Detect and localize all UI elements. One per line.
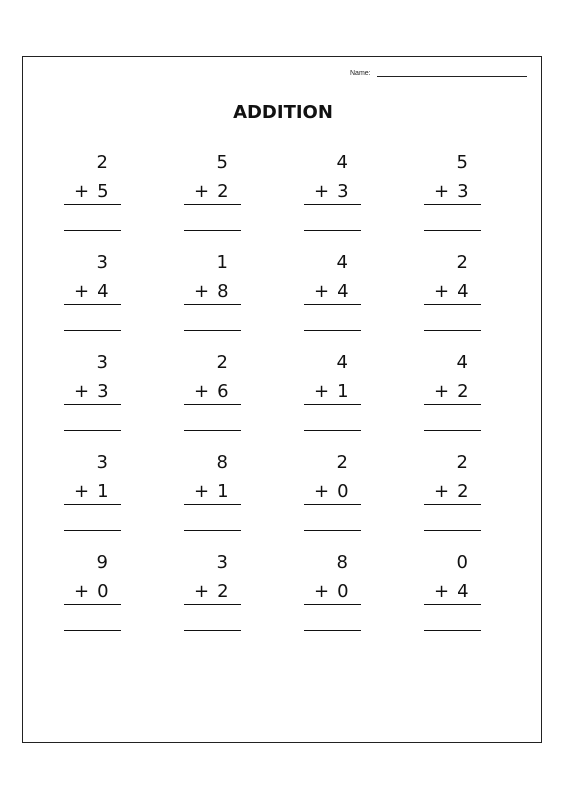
- sum-rule-line: [64, 604, 121, 605]
- sum-rule-line: [424, 604, 481, 605]
- addition-problem: [424, 552, 481, 624]
- sum-rule-line: [304, 204, 361, 205]
- top-number: 3: [96, 252, 108, 273]
- plus-sign: +: [314, 481, 330, 502]
- answer-blank-line[interactable]: [304, 630, 361, 631]
- bottom-number: 2: [217, 581, 229, 602]
- addition-problem: [304, 452, 361, 524]
- name-field-row: [350, 68, 527, 77]
- addition-problem: [64, 252, 121, 324]
- operation-row: [194, 181, 229, 203]
- plus-sign: +: [194, 281, 210, 302]
- problem-grid: [64, 152, 484, 624]
- addition-problem: [304, 352, 361, 424]
- sum-rule-line: [184, 304, 241, 305]
- answer-blank-line[interactable]: [64, 530, 121, 531]
- answer-blank-line[interactable]: [184, 530, 241, 531]
- addition-problem: [184, 152, 241, 224]
- plus-sign: +: [194, 481, 210, 502]
- bottom-number: 5: [97, 181, 109, 202]
- addition-problem: [304, 152, 361, 224]
- addition-problem: [424, 352, 481, 424]
- operation-row: [314, 481, 349, 503]
- operation-row: [194, 381, 229, 403]
- sum-rule-line: [304, 304, 361, 305]
- top-number: 2: [216, 352, 228, 373]
- sum-rule-line: [304, 404, 361, 405]
- top-number: 4: [336, 252, 348, 273]
- plus-sign: +: [314, 281, 330, 302]
- top-number: 3: [96, 452, 108, 473]
- operation-row: [194, 481, 229, 503]
- plus-sign: +: [74, 381, 90, 402]
- addition-problem: [424, 152, 481, 224]
- operation-row: [434, 481, 469, 503]
- sum-rule-line: [184, 504, 241, 505]
- top-number: 9: [96, 552, 108, 573]
- top-number: 4: [456, 352, 468, 373]
- bottom-number: 0: [97, 581, 109, 602]
- answer-blank-line[interactable]: [424, 430, 481, 431]
- addition-problem: [64, 452, 121, 524]
- bottom-number: 6: [217, 381, 229, 402]
- answer-blank-line[interactable]: [64, 330, 121, 331]
- top-number: 1: [216, 252, 228, 273]
- operation-row: [314, 281, 349, 303]
- answer-blank-line[interactable]: [64, 630, 121, 631]
- bottom-number: 4: [337, 281, 349, 302]
- answer-blank-line[interactable]: [304, 530, 361, 531]
- answer-blank-line[interactable]: [64, 230, 121, 231]
- operation-row: [314, 181, 349, 203]
- bottom-number: 0: [337, 481, 349, 502]
- bottom-number: 8: [217, 281, 229, 302]
- sum-rule-line: [184, 204, 241, 205]
- top-number: 3: [216, 552, 228, 573]
- operation-row: [194, 281, 229, 303]
- bottom-number: 4: [457, 281, 469, 302]
- operation-row: [74, 181, 109, 203]
- bottom-number: 2: [217, 181, 229, 202]
- top-number: 3: [96, 352, 108, 373]
- top-number: 2: [456, 252, 468, 273]
- sum-rule-line: [184, 404, 241, 405]
- answer-blank-line[interactable]: [424, 530, 481, 531]
- plus-sign: +: [434, 181, 450, 202]
- answer-blank-line[interactable]: [304, 330, 361, 331]
- name-blank-line[interactable]: [377, 68, 527, 77]
- top-number: 8: [336, 552, 348, 573]
- sum-rule-line: [304, 604, 361, 605]
- bottom-number: 4: [97, 281, 109, 302]
- plus-sign: +: [74, 581, 90, 602]
- answer-blank-line[interactable]: [304, 230, 361, 231]
- top-number: 5: [216, 152, 228, 173]
- plus-sign: +: [194, 581, 210, 602]
- bottom-number: 1: [337, 381, 349, 402]
- top-number: 8: [216, 452, 228, 473]
- top-number: 0: [456, 552, 468, 573]
- top-number: 2: [96, 152, 108, 173]
- plus-sign: +: [434, 481, 450, 502]
- plus-sign: +: [434, 381, 450, 402]
- answer-blank-line[interactable]: [184, 330, 241, 331]
- bottom-number: 3: [337, 181, 349, 202]
- sum-rule-line: [184, 604, 241, 605]
- answer-blank-line[interactable]: [424, 330, 481, 331]
- operation-row: [434, 381, 469, 403]
- plus-sign: +: [74, 181, 90, 202]
- answer-blank-line[interactable]: [184, 630, 241, 631]
- addition-problem: [184, 252, 241, 324]
- plus-sign: +: [314, 181, 330, 202]
- operation-row: [194, 581, 229, 603]
- bottom-number: 3: [97, 381, 109, 402]
- addition-problem: [64, 352, 121, 424]
- sum-rule-line: [64, 204, 121, 205]
- addition-problem: [424, 252, 481, 324]
- plus-sign: +: [434, 281, 450, 302]
- sum-rule-line: [304, 504, 361, 505]
- addition-problem: [64, 152, 121, 224]
- operation-row: [74, 481, 109, 503]
- top-number: 2: [336, 452, 348, 473]
- answer-blank-line[interactable]: [424, 630, 481, 631]
- answer-blank-line[interactable]: [184, 430, 241, 431]
- sum-rule-line: [424, 204, 481, 205]
- operation-row: [434, 581, 469, 603]
- operation-row: [74, 381, 109, 403]
- addition-problem: [304, 552, 361, 624]
- answer-blank-line[interactable]: [304, 430, 361, 431]
- plus-sign: +: [194, 181, 210, 202]
- plus-sign: +: [74, 281, 90, 302]
- plus-sign: +: [194, 381, 210, 402]
- sum-rule-line: [424, 404, 481, 405]
- bottom-number: 3: [457, 181, 469, 202]
- sum-rule-line: [64, 304, 121, 305]
- top-number: 4: [336, 152, 348, 173]
- operation-row: [434, 281, 469, 303]
- bottom-number: 1: [217, 481, 229, 502]
- page-title: ADDITION: [233, 102, 333, 123]
- operation-row: [74, 581, 109, 603]
- top-number: 5: [456, 152, 468, 173]
- addition-problem: [424, 452, 481, 524]
- top-number: 4: [336, 352, 348, 373]
- operation-row: [314, 581, 349, 603]
- bottom-number: 4: [457, 581, 469, 602]
- plus-sign: +: [314, 381, 330, 402]
- addition-problem: [304, 252, 361, 324]
- plus-sign: +: [314, 581, 330, 602]
- bottom-number: 0: [337, 581, 349, 602]
- addition-problem: [184, 552, 241, 624]
- addition-problem: [184, 452, 241, 524]
- bottom-number: 1: [97, 481, 109, 502]
- sum-rule-line: [64, 504, 121, 505]
- plus-sign: +: [434, 581, 450, 602]
- operation-row: [434, 181, 469, 203]
- operation-row: [314, 381, 349, 403]
- addition-problem: [184, 352, 241, 424]
- bottom-number: 2: [457, 481, 469, 502]
- sum-rule-line: [424, 504, 481, 505]
- plus-sign: +: [74, 481, 90, 502]
- answer-blank-line[interactable]: [424, 230, 481, 231]
- sum-rule-line: [64, 404, 121, 405]
- addition-problem: [64, 552, 121, 624]
- operation-row: [74, 281, 109, 303]
- top-number: 2: [456, 452, 468, 473]
- sum-rule-line: [424, 304, 481, 305]
- bottom-number: 2: [457, 381, 469, 402]
- answer-blank-line[interactable]: [64, 430, 121, 431]
- name-label: Name:: [350, 70, 371, 77]
- answer-blank-line[interactable]: [184, 230, 241, 231]
